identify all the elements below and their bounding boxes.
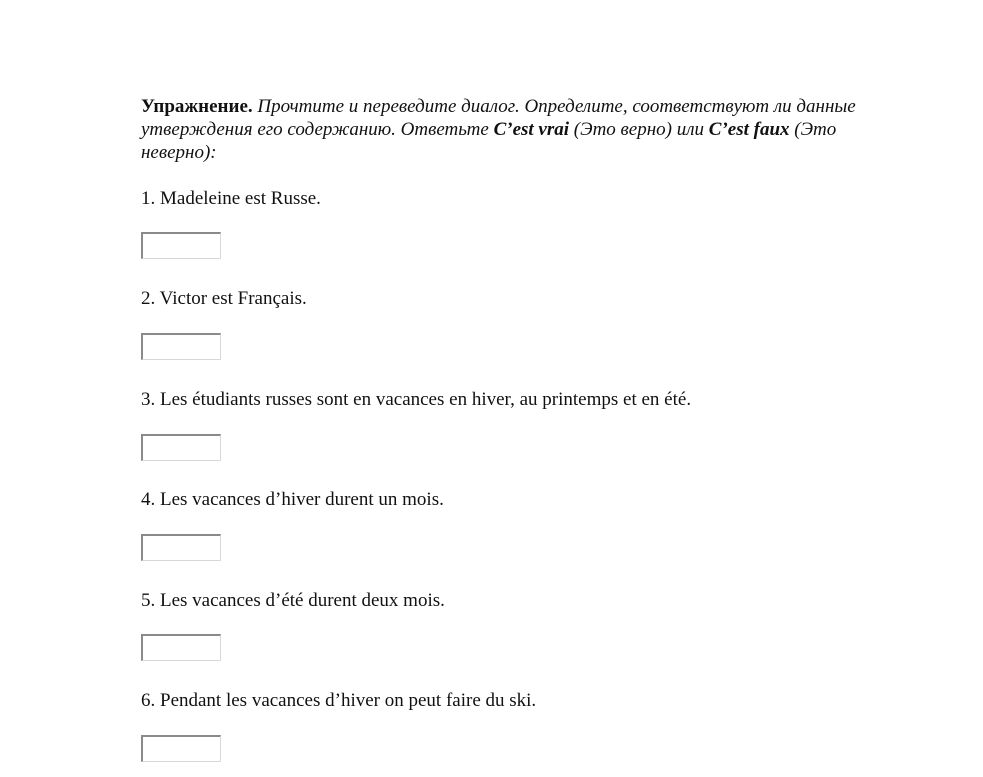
question-4-text: 4. Les vacances d’hiver durent un mois.: [141, 489, 444, 510]
instructions-text-3: (Это неверно):: [141, 119, 837, 163]
question-5-text: 5. Les vacances d’été durent deux mois.: [141, 590, 445, 611]
question-5-answer-input[interactable]: [141, 634, 221, 661]
question-2-text: 2. Victor est Français.: [141, 288, 307, 309]
question-6-text: 6. Pendant les vacances d’hiver on peut faire du ski.: [141, 690, 537, 711]
false-answer-label: C’est faux: [708, 119, 790, 140]
exercise-instructions: [141, 95, 911, 164]
question-1-text: 1. Madeleine est Russe.: [141, 188, 321, 209]
question-4-answer-input[interactable]: [141, 534, 221, 561]
true-answer-label: C’est vrai: [493, 119, 570, 140]
question-3-text: 3. Les étudiants russes sont en vacances en hiver, au printemps et en été.: [141, 389, 692, 410]
exercise-title: Упражнение.: [141, 96, 253, 117]
question-3-answer-input[interactable]: [141, 434, 221, 461]
question-1-answer-input[interactable]: [141, 232, 221, 259]
instructions-text-2: (Это верно) или: [569, 119, 709, 140]
instructions-text-1: Прочтите и переведите диалог. Определите, соответствуют ли данные утверждения его содержанию. Ответьте: [141, 96, 856, 140]
question-6-answer-input[interactable]: [141, 735, 221, 762]
question-2-answer-input[interactable]: [141, 333, 221, 360]
exercise-page: [141, 95, 911, 711]
